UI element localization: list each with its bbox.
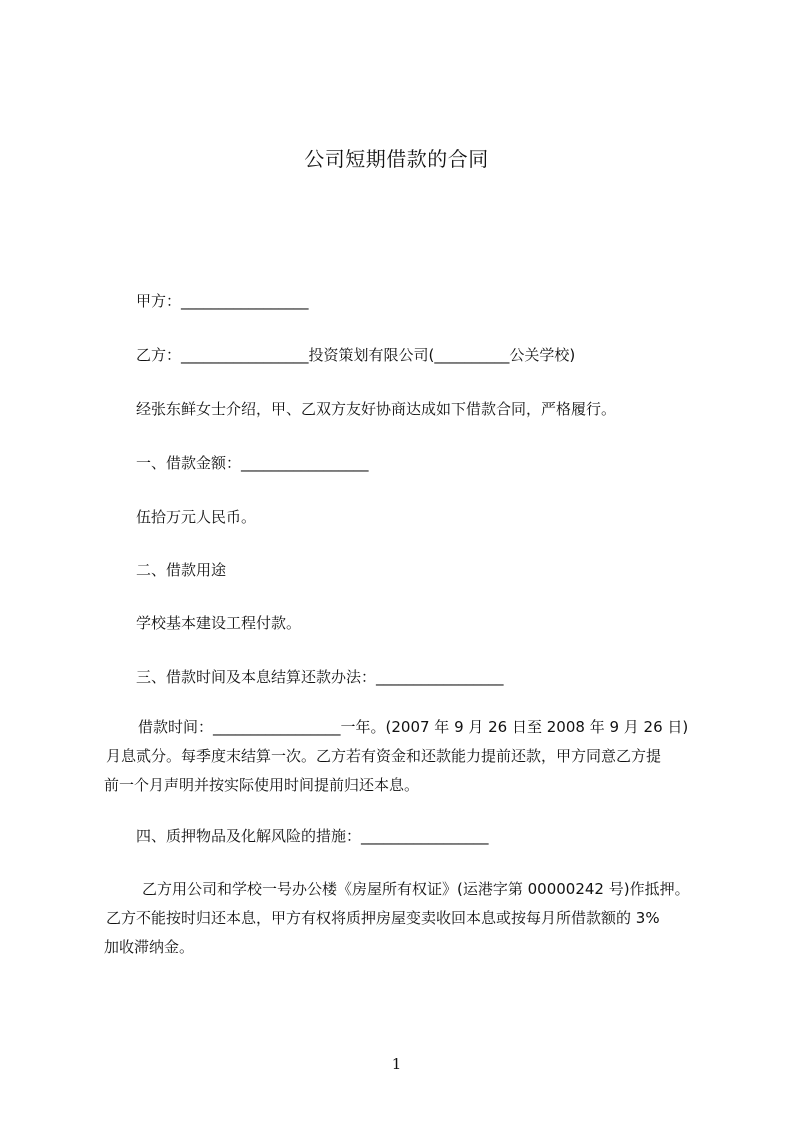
section-4-body-line: 乙方用公司和学校一号办公楼《房屋所有权证》(运港字第 00000242 号)作抵押。 (142, 880, 690, 898)
section-3-body-line: 月息贰分。每季度末结算一次。乙方若有资金和还款能力提前还款，甲方同意乙方提 (106, 747, 662, 765)
section-2-body: 学校基本建设工程付款。 (136, 614, 302, 632)
section-3-body-line: 前一个月声明并按实际使用时间提前归还本息。 (104, 776, 420, 794)
section-4-body-line: 加收滞纳金。 (104, 938, 195, 956)
section-4-heading: 四、质押物品及化解风险的措施：_________________ (136, 827, 489, 845)
section-1-heading: 一、借款金额：_________________ (136, 454, 369, 472)
party-b-line: 乙方：_________________投资策划有限公司(__________公关学校) (136, 346, 576, 364)
section-1-body: 伍拾万元人民币。 (136, 508, 257, 526)
section-3-body-line: 借款时间：_________________一年。(2007 年 9 月 26 日至 2008 年 9 月 26 日) (138, 718, 689, 736)
section-4-body-line: 乙方不能按时归还本息，甲方有权将质押房屋变卖收回本息或按每月所借款额的 3% (106, 909, 660, 927)
page-number: 1 (391, 1055, 402, 1073)
section-4-body (104, 875, 700, 962)
section-3-heading: 三、借款时间及本息结算还款办法：_________________ (136, 668, 504, 686)
intro-paragraph: 经张东鲜女士介绍，甲、乙双方友好协商达成如下借款合同，严格履行。 (136, 400, 617, 418)
section-3-body (104, 713, 700, 800)
section-2-heading: 二、借款用途 (136, 561, 227, 579)
document-title: 公司短期借款的合同 (304, 147, 489, 171)
party-a-line: 甲方：_________________ (136, 292, 309, 310)
